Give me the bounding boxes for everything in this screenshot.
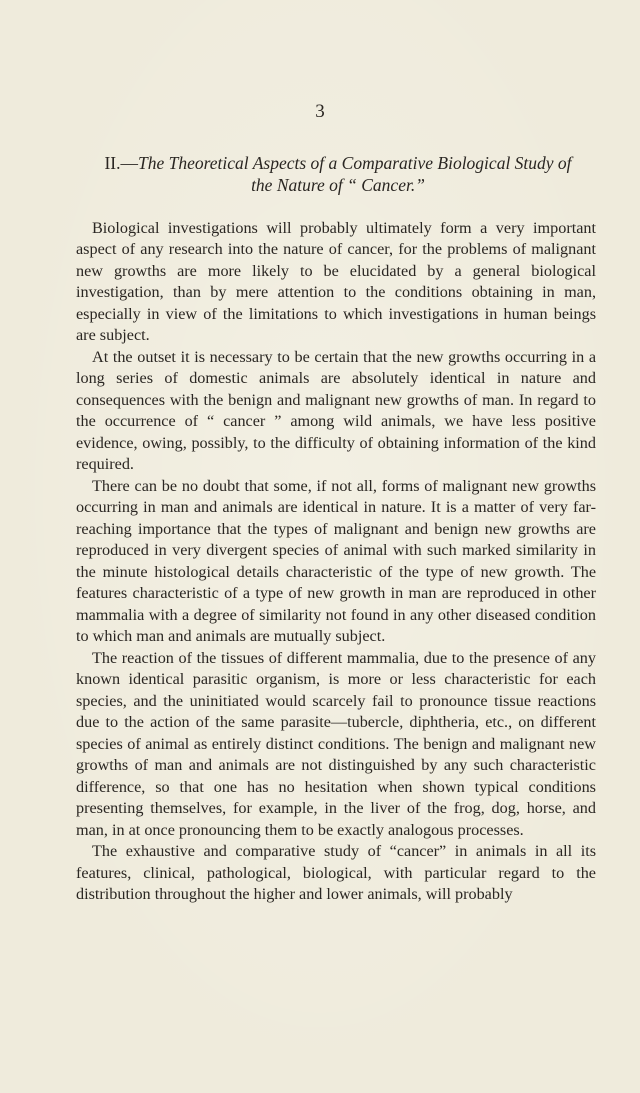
section-heading — [78, 152, 598, 196]
body-text — [76, 218, 596, 906]
section-title-part-2: the Nature of “ Cancer.” — [251, 175, 425, 195]
paragraph: Biological investigations will probably ultimately form a very important aspect of any research into the nature of cancer, for the problems of malignant new growths are more likely to be elucidated by a general biological investigation, than by mere attention to the conditions obtaining in man, especially in view of the limitations to which investigations in human beings are subject. — [76, 219, 596, 345]
section-numeral: II.— — [104, 153, 138, 173]
paragraph: The exhaustive and comparative study of “cancer” in animals in all its features, clinical, pathological, biological, with particular regard to the distribution throughout the higher and lower animals, will probably — [76, 842, 596, 904]
section-heading-line-1 — [78, 152, 598, 174]
paragraph: The reaction of the tissues of different mammalia, due to the presence of any known identical parasitic organism, is more or less characteristic for each species, and the uninitiated would scarcely fail to pronounce tissue reactions due to the action of the same parasite—tubercle, diphtheria, etc., on different species of animal as entirely distinct conditions. The benign and malignant new growths of man and animals are not distinguished by any such characteristic difference, so that one has no hesitation when shown typical conditions presenting themselves, for example, in the liver of the frog, dog, horse, and man, in at once pronouncing them to be exactly analogous processes. — [76, 648, 596, 839]
paragraph: There can be no doubt that some, if not all, forms of malignant new growths occurring in man and animals are identical in nature. It is a matter of very far-reaching importance that the types of malignant and benign new growths are reproduced in very divergent species of animal with such marked similarity in the minute histological details characteristic of the type of new growth. The features characteristic of a type of new growth in man are reproduced in other mammalia with a degree of similarity not found in any other diseased condition to which man and animals are mutually subject. — [76, 476, 596, 646]
paragraph: At the outset it is necessary to be certain that the new growths occurring in a long series of domestic animals are absolutely identical in nature and consequences with the benign and malignant new growths of man. In regard to the occurrence of “ cancer ” among wild animals, we have less positive evidence, owing, possibly, to the difficulty of obtaining information of the kind required. — [76, 347, 596, 474]
page-number: 3 — [315, 101, 325, 122]
section-title-part-1: The Theoretical Aspects of a Comparative Biological Study of — [137, 153, 572, 173]
